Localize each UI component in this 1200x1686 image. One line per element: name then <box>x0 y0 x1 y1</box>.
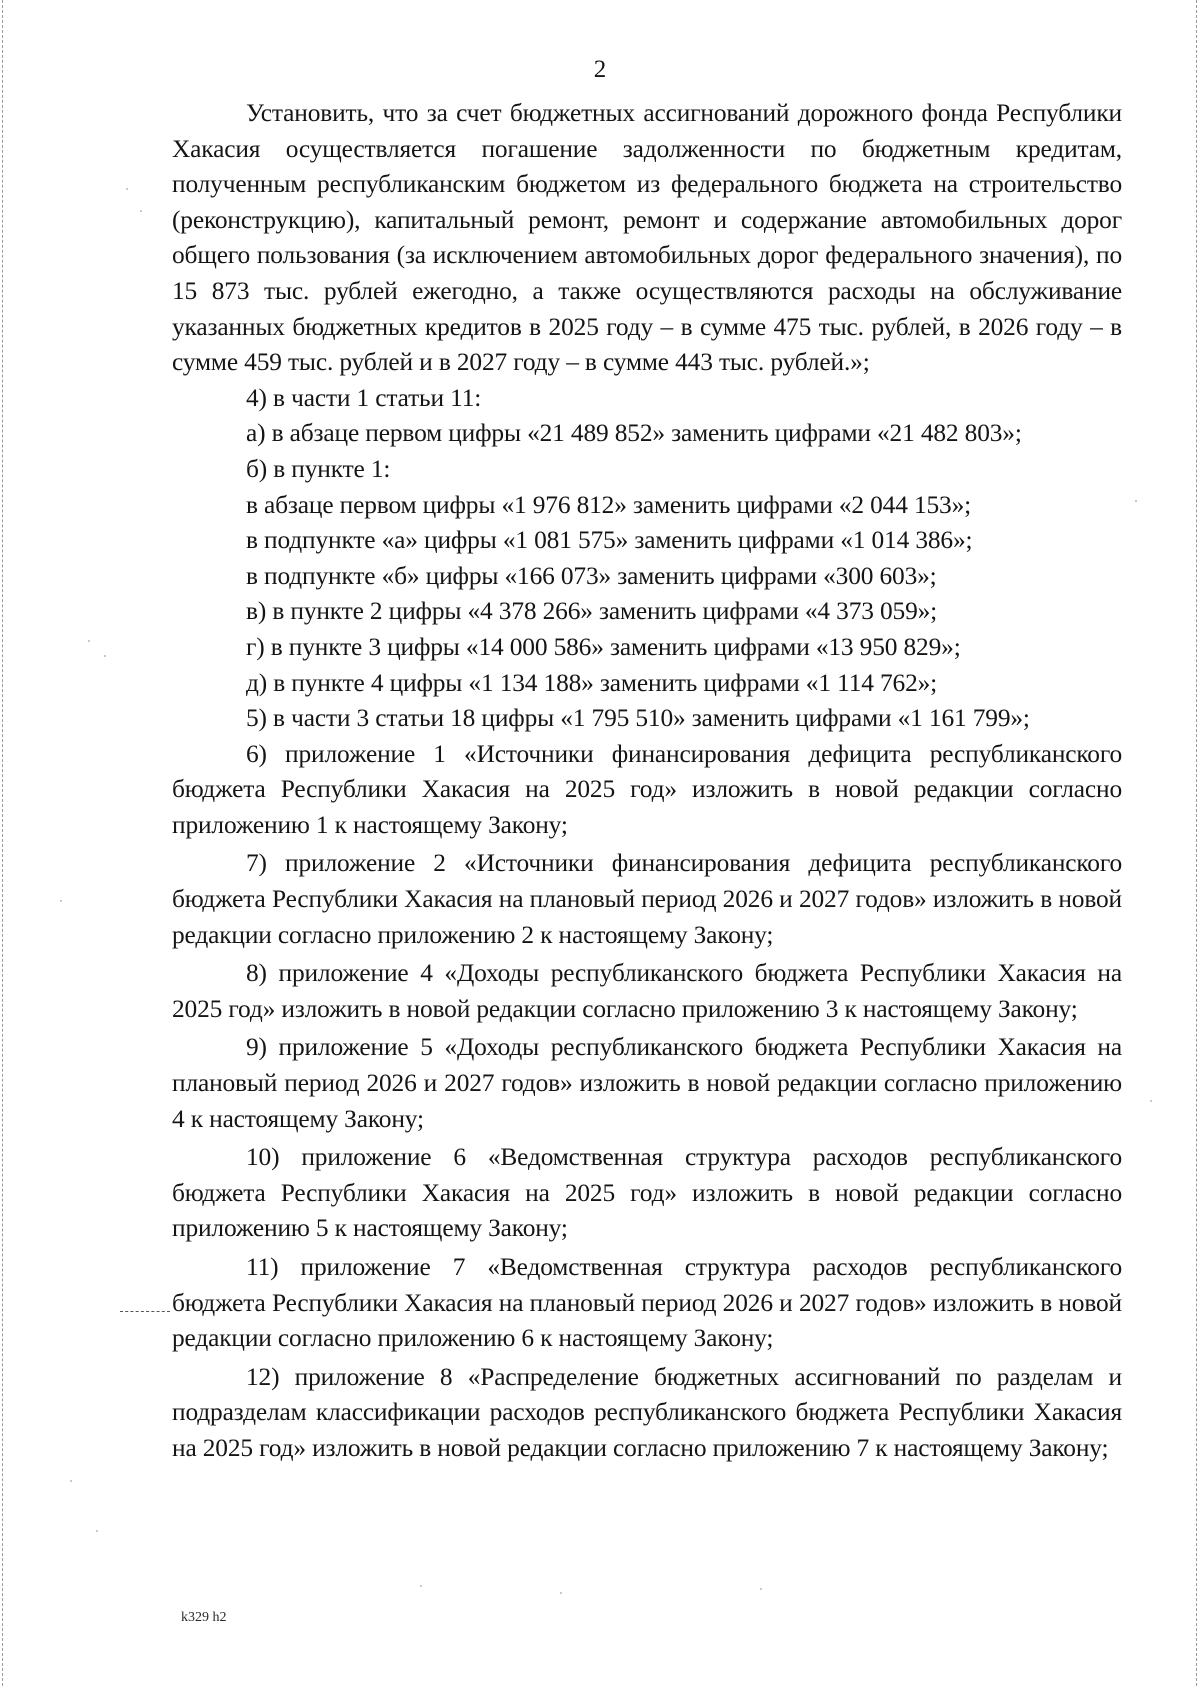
amendment-item-10: 10) приложение 6 «Ведомственная структура расходов республиканского бюджета Республики Хакасия на 2025 год» изложить в новой редакции согласно приложению 5 к настоящему Закону; <box>172 1143 1122 1243</box>
amendment-item-5: 5) в части 3 статьи 18 цифры «1 795 510» заменить цифрами «1 161 799»; <box>246 704 1030 733</box>
scan-edge-left <box>2 0 3 1686</box>
amendment-subitem-b: б) в пункте 1: <box>246 454 391 483</box>
amendment-item-6: 6) приложение 1 «Источники финансирования дефицита республиканского бюджета Республики Хакасия на 2025 год» изложить в новой редакции согласно приложению 1 к настоящему Закону; <box>172 739 1122 839</box>
amendment-item-7: 7) приложение 2 «Источники финансирования дефицита республиканского бюджета Республики Хакасия на плановый период 2026 и 2027 годов» изложить в новой редакции согласно приложению 2 к настоящему Закону; <box>172 849 1122 949</box>
amendment-item-12: 12) приложение 8 «Распределение бюджетных ассигнований по разделам и подразделам классификации расходов республиканского бюджета Республики Хакасия на 2025 год» изложить в новой редакции согласно приложению 7 к настоящему Закону; <box>172 1362 1122 1462</box>
amendment-subitem-d: д) в пункте 4 цифры «1 134 188» заменить цифрами «1 114 762»; <box>246 668 938 697</box>
margin-dash-mark <box>120 1311 170 1312</box>
amendment-subitem-a: а) в абзаце первом цифры «21 489 852» заменить цифрами «21 482 803»; <box>246 419 1022 448</box>
amendment-item-4: 4) в части 1 статьи 11: <box>246 383 482 412</box>
footer-document-code: k329 h2 <box>181 1610 227 1625</box>
amendment-subitem-v: в) в пункте 2 цифры «4 378 266» заменить цифрами «4 373 059»; <box>246 597 938 626</box>
scan-edge-right <box>1196 0 1197 1686</box>
amendment-subitem-b-a: в подпункте «а» цифры «1 081 575» заменить цифрами «1 014 386»; <box>246 526 973 555</box>
amendment-subitem-g: г) в пункте 3 цифры «14 000 586» заменить цифрами «13 950 829»; <box>246 632 961 661</box>
amendment-item-9: 9) приложение 5 «Доходы республиканского бюджета Республики Хакасия на плановый период 2026 и 2027 годов» изложить в новой редакции согласно приложению 4 к настоящему Закону; <box>172 1033 1122 1133</box>
page-number: 2 <box>593 56 607 83</box>
paragraph-road-fund: Установить, что за счет бюджетных ассигнований дорожного фонда Республики Хакасия осуществляется погашение задолженности по бюджетным кредитам, полученным республиканским бюджетом из федерального бюджета на строительство (реконструкцию), капитальный ремонт, ремонт и содержание автомобильных дорог общего пользования (за исключением автомобильных дорог федерального значения), по 15 873 тыс. рублей ежегодно, а также осуществляются расходы на обслуживание указанных бюджетных кредитов в 2025 году – в сумме 475 тыс. рублей, в 2026 году – в сумме 459 тыс. рублей и в 2027 году – в сумме 443 тыс. рублей.»; <box>172 99 1122 377</box>
amendment-subitem-b-b: в подпункте «б» цифры «166 073» заменить цифрами «300 603»; <box>246 561 937 590</box>
amendment-subitem-b-first-paragraph: в абзаце первом цифры «1 976 812» заменить цифрами «2 044 153»; <box>246 490 972 519</box>
document-body <box>172 96 1122 1467</box>
amendment-item-8: 8) приложение 4 «Доходы республиканского бюджета Республики Хакасия на 2025 год» изложить в новой редакции согласно приложению 3 к настоящему Закону; <box>172 959 1122 1023</box>
amendment-item-11: 11) приложение 7 «Ведомственная структура расходов республиканского бюджета Республики Хакасия на плановый период 2026 и 2027 годов» изложить в новой редакции согласно приложению 6 к настоящему Закону; <box>172 1253 1122 1353</box>
